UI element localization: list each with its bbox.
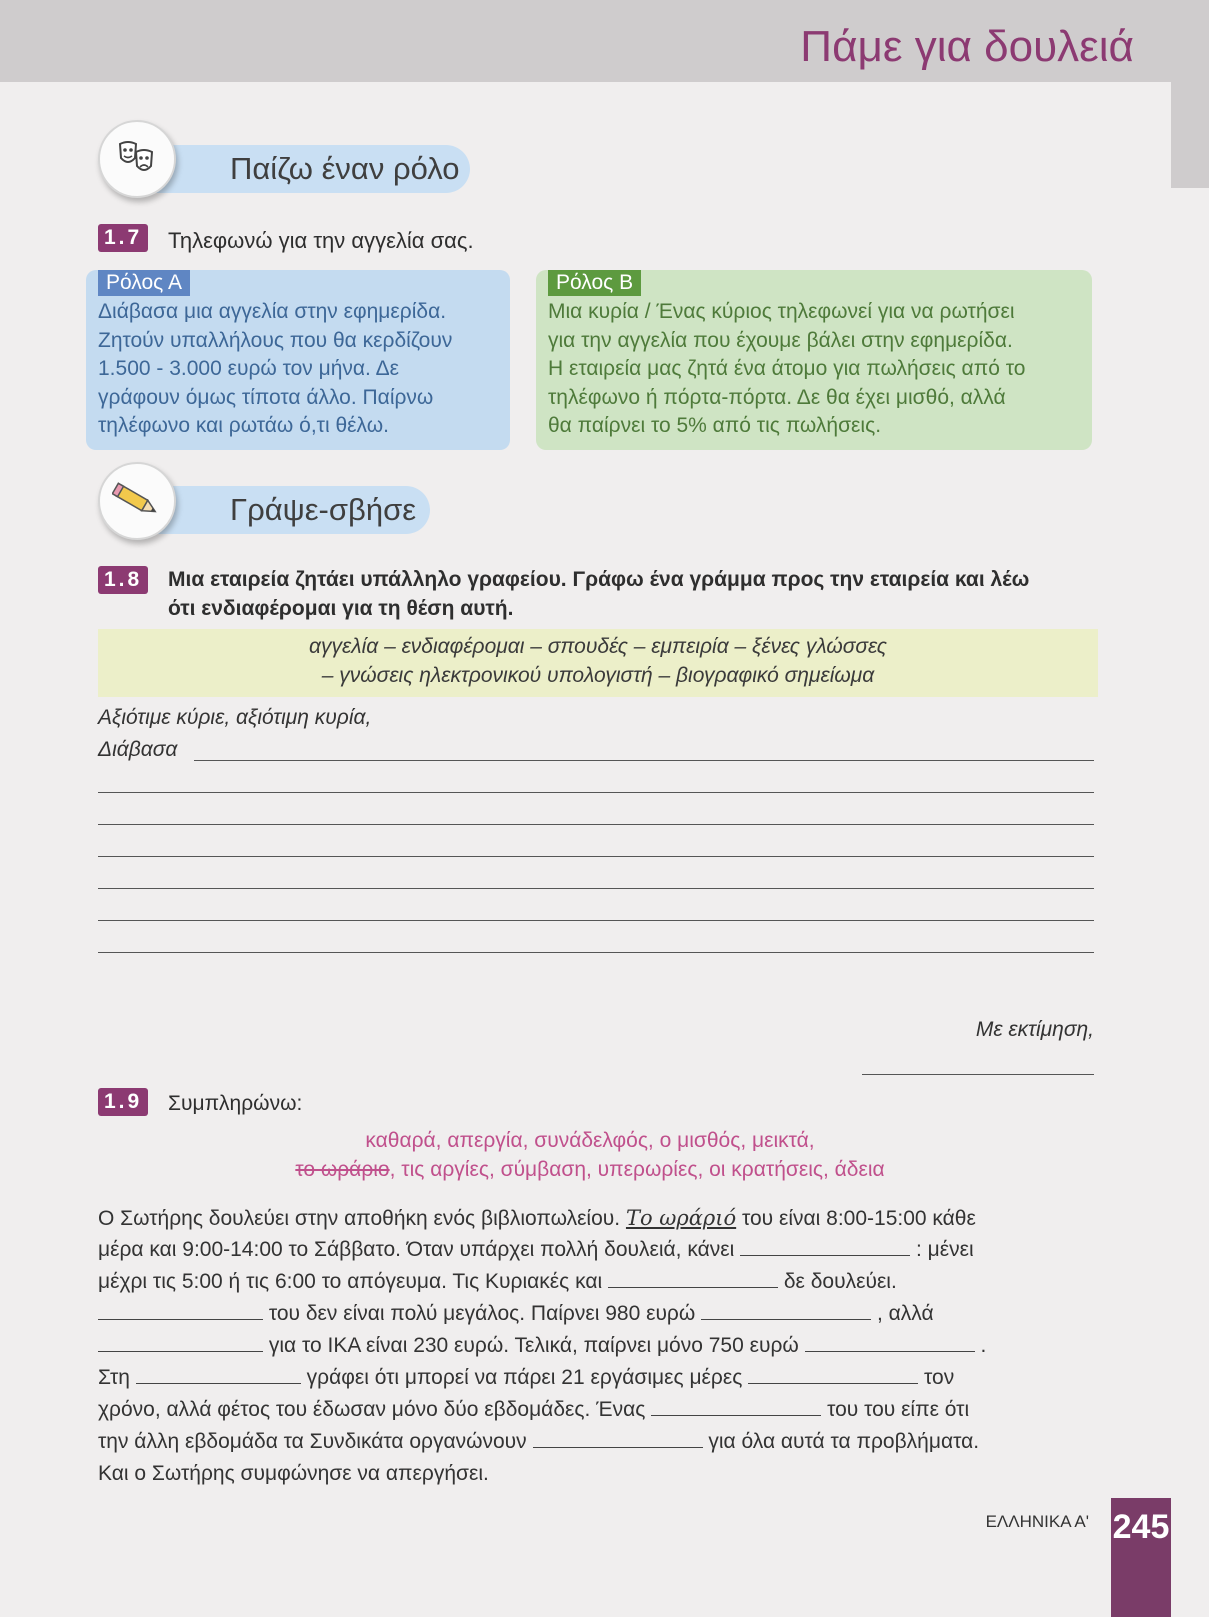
exercise-number: 1.8 bbox=[98, 566, 148, 594]
word-bank-line: – γνώσεις ηλεκτρονικού υπολογιστή – βιογραφικό σημείωμα bbox=[321, 664, 875, 687]
text-line bbox=[98, 1202, 1108, 1235]
letter-greeting: Αξιότιμε κύριε, αξιότιμη κυρία, bbox=[98, 706, 372, 729]
answer-blank[interactable] bbox=[651, 1395, 821, 1416]
text-segment: δε δουλεύει. bbox=[783, 1270, 897, 1293]
answer-blank[interactable] bbox=[701, 1299, 871, 1320]
writing-line[interactable] bbox=[98, 856, 1094, 857]
header-side-band bbox=[1171, 82, 1209, 188]
section-heading-roleplay bbox=[130, 145, 470, 193]
theater-masks-icon bbox=[98, 120, 176, 198]
page-number: 245 bbox=[1111, 1498, 1171, 1617]
text-segment: : μένει bbox=[915, 1238, 974, 1261]
text-segment: τον bbox=[924, 1366, 955, 1389]
struck-word: το ωράριο bbox=[295, 1158, 390, 1181]
exercise-instruction bbox=[168, 565, 1029, 623]
word-bank-line: καθαρά, απεργία, συνάδελφός, ο μισθός, μεικτά, bbox=[365, 1129, 815, 1152]
answer-blank[interactable] bbox=[608, 1267, 778, 1288]
role-b-line: Η εταιρεία μας ζητά ένα άτομο για πωλήσεις από το bbox=[548, 357, 1026, 380]
writing-line[interactable] bbox=[98, 792, 1094, 793]
text-segment: την άλλη εβδομάδα τα Συνδικάτα οργανώνουν bbox=[98, 1430, 527, 1453]
section-title: Γράψε-σβήσε bbox=[230, 492, 417, 527]
exercise-number: 1.7 bbox=[98, 224, 148, 252]
writing-line[interactable] bbox=[98, 920, 1094, 921]
handwritten-answer: Το ωράριό bbox=[625, 1206, 737, 1230]
text-segment: Ο Σωτήρης δουλεύει στην αποθήκη ενός βιβλιοπωλείου. bbox=[98, 1207, 621, 1230]
word-bank-line bbox=[240, 1158, 940, 1182]
text-line bbox=[98, 1330, 1108, 1362]
page-title: Πάμε για δουλειά bbox=[800, 22, 1134, 71]
writing-line[interactable] bbox=[98, 952, 1094, 953]
role-b-line: θα παίρνει το 5% από τις πωλήσεις. bbox=[548, 414, 882, 437]
role-b-box bbox=[536, 270, 1092, 450]
role-a-line: Διάβασα μια αγγελία στην εφημερίδα. bbox=[98, 300, 447, 323]
word-bank-line: αγγελία – ενδιαφέρομαι – σπουδές – εμπειρία – ξένες γλώσσες bbox=[309, 635, 887, 658]
exercise-number: 1.9 bbox=[98, 1088, 148, 1116]
answer-blank[interactable] bbox=[136, 1363, 301, 1384]
role-a-line: Ζητούν υπαλλήλους που θα κερδίζουν bbox=[98, 328, 453, 352]
text-segment: του είναι 8:00-15:00 κάθε bbox=[742, 1207, 976, 1230]
exercise-instruction: Τηλεφωνώ για την αγγελία σας. bbox=[168, 228, 474, 253]
text-line bbox=[98, 1458, 1108, 1490]
text-segment: χρόνο, αλλά φέτος του έδωσαν μόνο δύο εβδομάδες. Ένας bbox=[98, 1398, 646, 1421]
text-line bbox=[98, 1394, 1108, 1426]
word-bank bbox=[98, 629, 1098, 697]
role-a-label: Ρόλος Α bbox=[98, 270, 190, 296]
word-bank-rest: , τις αργίες, σύμβαση, υπερωρίες, οι κρατήσεις, άδεια bbox=[389, 1158, 885, 1181]
pencil-eraser-icon bbox=[98, 462, 176, 540]
role-a-line: γράφουν όμως τίποτα άλλο. Παίρνω bbox=[98, 385, 434, 409]
answer-blank[interactable] bbox=[748, 1363, 918, 1384]
answer-blank[interactable] bbox=[533, 1427, 703, 1448]
instruction-line: ότι ενδιαφέρομαι για τη θέση αυτή. bbox=[168, 597, 514, 620]
text-segment: του δεν είναι πολύ μεγάλος. Παίρνει 980 ευρώ bbox=[268, 1302, 696, 1325]
role-a-line: 1.500 - 3.000 ευρώ τον μήνα. Δε bbox=[98, 357, 399, 380]
instruction-line: Μια εταιρεία ζητάει υπάλληλο γραφείου. Γράφω ένα γράμμα προς την εταιρεία και λέω bbox=[168, 568, 1030, 591]
signature-line[interactable] bbox=[862, 1074, 1094, 1075]
book-label: ΕΛΛΗΝΙΚΑ Α' bbox=[985, 1512, 1089, 1531]
text-line bbox=[98, 1266, 1108, 1298]
text-segment: μέρα και 9:00-14:00 το Σάββατο. Όταν υπάρχει πολλή δουλειά, κάνει bbox=[98, 1238, 735, 1261]
text-line bbox=[98, 1298, 1108, 1330]
role-b-label: Ρόλος Β bbox=[548, 270, 641, 296]
writing-line[interactable] bbox=[98, 824, 1094, 825]
writing-line[interactable] bbox=[194, 760, 1094, 761]
text-segment: για το ΙΚΑ είναι 230 ευρώ. Τελικά, παίρνει μόνο 750 ευρώ bbox=[268, 1334, 799, 1357]
role-b-line: τηλέφωνο ή πόρτα-πόρτα. Δε θα έχει μισθό, αλλά bbox=[548, 385, 1006, 409]
text-segment: για όλα αυτά τα προβλήματα. bbox=[708, 1430, 980, 1453]
text-segment: μέχρι τις 5:00 ή τις 6:00 το απόγευμα. Τις Κυριακές και bbox=[98, 1270, 603, 1293]
letter-start: Διάβασα bbox=[98, 738, 178, 761]
text-segment: γράφει ότι μπορεί να πάρει 21 εργάσιμες μέρες bbox=[306, 1366, 743, 1389]
text-segment: Στη bbox=[98, 1366, 130, 1389]
answer-blank[interactable] bbox=[98, 1331, 263, 1352]
text-line bbox=[98, 1426, 1108, 1458]
letter-closing: Με εκτίμηση, bbox=[975, 1018, 1094, 1041]
section-title: Παίζω έναν ρόλο bbox=[230, 151, 460, 186]
text-segment: Και ο Σωτήρης συμφώνησε να απεργήσει. bbox=[98, 1462, 489, 1485]
writing-line[interactable] bbox=[98, 888, 1094, 889]
text-segment: , αλλά bbox=[876, 1302, 934, 1325]
role-b-line: Μια κυρία / Ένας κύριος τηλεφωνεί για να ρωτήσει bbox=[548, 300, 1015, 323]
role-a-line: τηλέφωνο και ρωτάω ό,τι θέλω. bbox=[98, 414, 389, 437]
text-line bbox=[98, 1234, 1108, 1266]
role-a-box bbox=[86, 270, 510, 450]
answer-blank[interactable] bbox=[805, 1331, 975, 1352]
answer-blank[interactable] bbox=[740, 1235, 910, 1256]
exercise-instruction: Συμπληρώνω: bbox=[168, 1092, 303, 1115]
text-line bbox=[98, 1362, 1108, 1394]
text-segment: . bbox=[980, 1334, 987, 1357]
answer-blank[interactable] bbox=[98, 1299, 263, 1320]
text-segment: του του είπε ότι bbox=[827, 1398, 970, 1421]
role-b-line: για την αγγελία που έχουμε βάλει στην εφημερίδα. bbox=[548, 328, 1013, 352]
